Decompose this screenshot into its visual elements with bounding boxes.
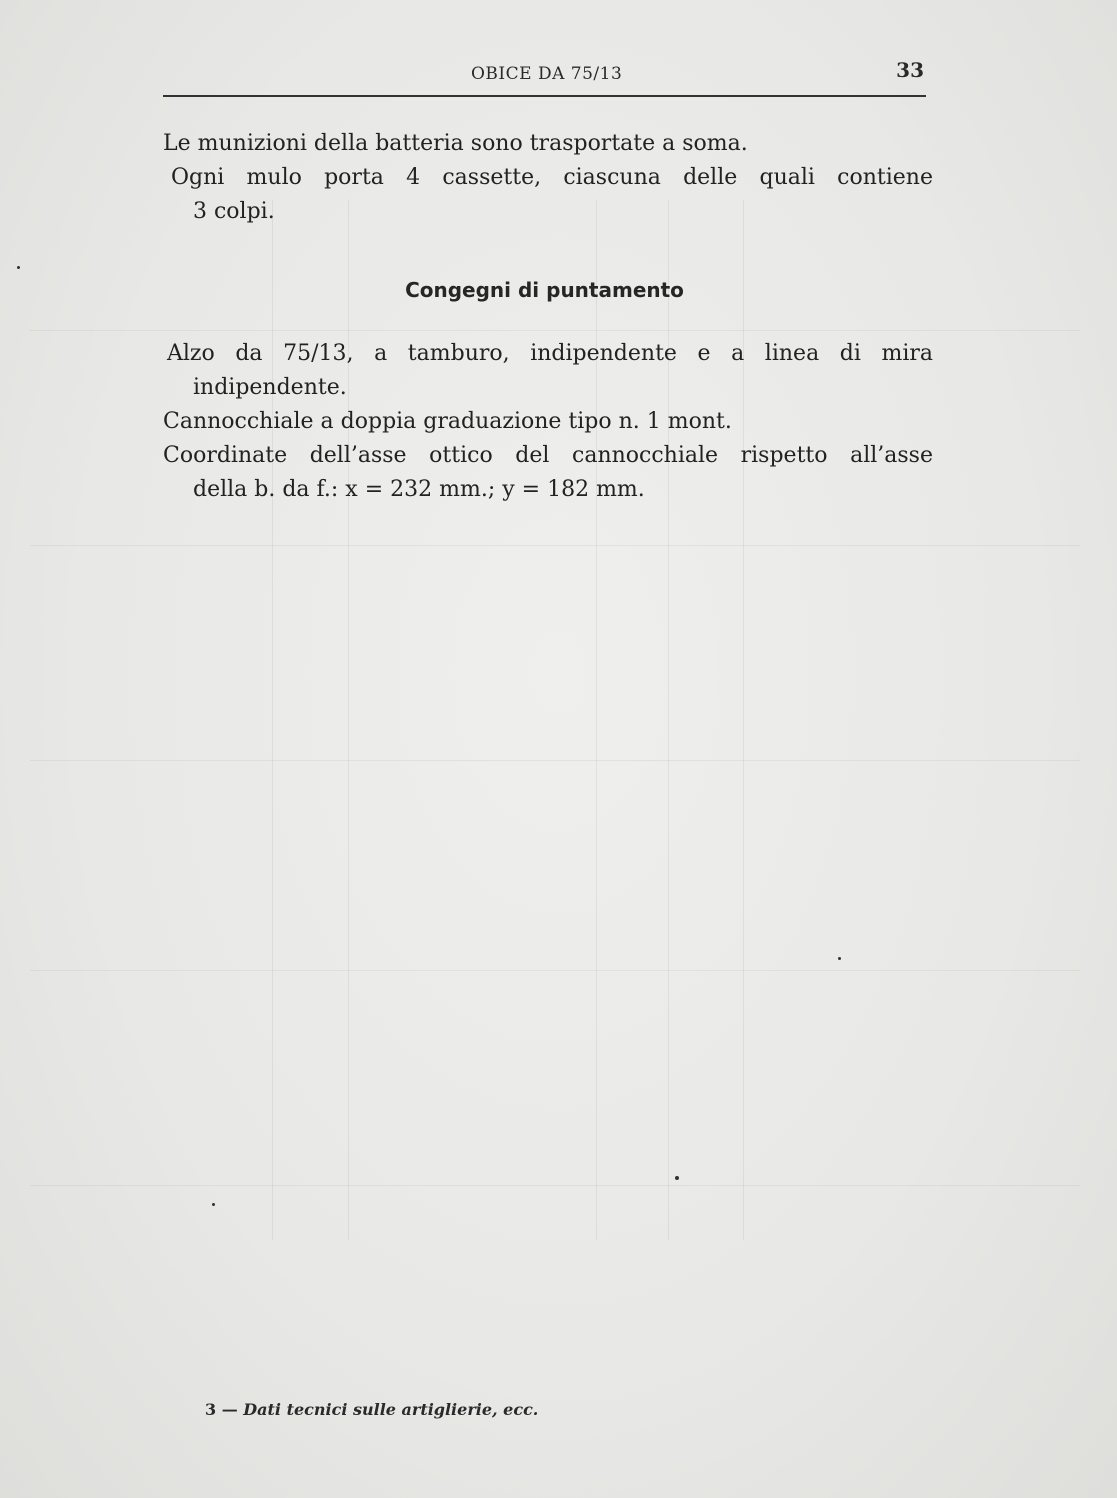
paragraph-line: della b. da f.: x = 232 mm.; y = 182 mm.	[193, 477, 645, 502]
paragraph-line: Coordinate dell’asse ottico del cannocchiale rispetto all’asse	[163, 443, 933, 468]
footer-text: Dati tecnici sulle artiglierie, ecc.	[243, 1400, 539, 1419]
page-number: 33	[896, 58, 924, 82]
bleed-through-line	[30, 760, 1080, 761]
bleed-through-line	[30, 330, 1080, 331]
paragraph-line: 3 colpi.	[193, 199, 275, 224]
page-header	[163, 58, 926, 88]
page-footer	[205, 1400, 538, 1419]
running-title: OBICE DA 75/13	[471, 64, 623, 84]
scan-speck	[675, 1176, 679, 1180]
scan-speck	[212, 1203, 215, 1206]
paragraph-line: Alzo da 75/13, a tamburo, indipendente e a linea di mira	[167, 341, 933, 366]
paragraph-line: Cannocchiale a doppia graduazione tipo n. 1 mont.	[163, 409, 732, 434]
scan-speck	[17, 266, 20, 269]
scan-speck	[838, 957, 841, 960]
paragraph-aiming	[163, 337, 933, 507]
footer-number: 3 —	[205, 1400, 238, 1419]
paragraph-line: Le munizioni della batteria sono trasportate a soma.	[163, 131, 748, 156]
bleed-through-line	[30, 970, 1080, 971]
bleed-through-line	[30, 1185, 1080, 1186]
paragraph-line: Ogni mulo porta 4 cassette, ciascuna delle quali contiene	[171, 165, 933, 190]
paragraph-ammunition	[163, 127, 933, 229]
bleed-through-line	[30, 545, 1080, 546]
section-heading: Congegni di puntamento	[405, 278, 684, 302]
header-rule	[163, 95, 926, 97]
paragraph-line: indipendente.	[193, 375, 347, 400]
